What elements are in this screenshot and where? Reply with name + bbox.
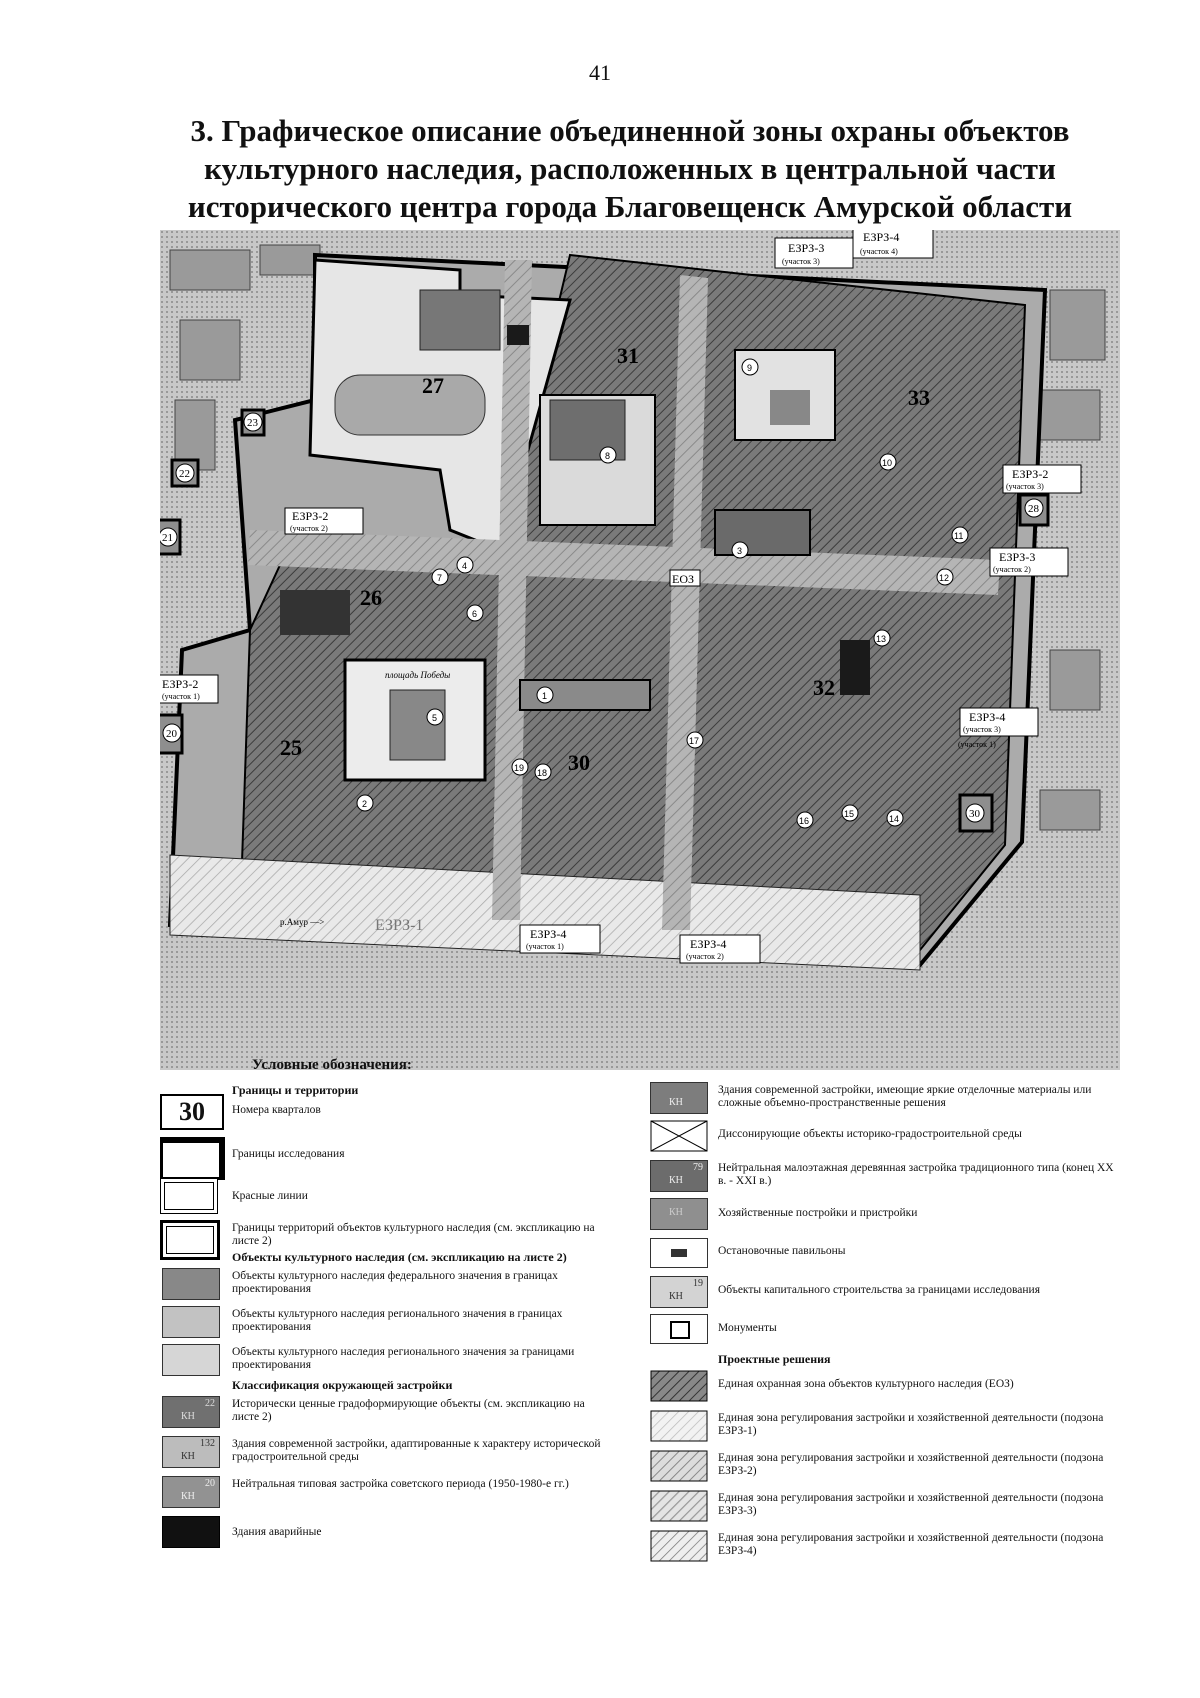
object-marker-18 [535,764,551,780]
object-marker-11 [952,527,968,543]
svg-text:16: 16 [799,816,810,826]
svg-text:7: 7 [437,573,443,583]
block-label-31: 31 [617,343,639,368]
legend-valuable: Исторически ценные градоформирующие объекты (см. экспликацию на листе 2) [232,1398,585,1424]
legend-neutral-soviet: Нейтральная типовая застройка советского периода (1950-1980-е гг.) [232,1478,569,1490]
legend-swatch-emergency [162,1516,220,1548]
svg-text:15: 15 [844,809,855,819]
legend-boundaries-heading: Границы и территории [232,1083,359,1097]
legend-swatch-monuments [650,1314,708,1344]
object-marker-17 [687,732,703,748]
emergency-building-1 [507,325,529,345]
legend-regional-outside: Объекты культурного наследия регионального значения за границами проектирования [232,1346,575,1372]
legend-swatch-neutral-wooden-num: 79 [693,1162,703,1173]
object-marker-10 [880,454,896,470]
zone-label-ezrz2-left2: ЕЗРЗ-2 [162,677,199,691]
page-number: 41 [589,60,611,85]
legend-title: Условные обозначения: [252,1057,412,1073]
title-line-2: культурного наследия, расположенных в центральной части [204,150,1056,186]
block-label-27: 27 [422,373,444,398]
zone-label-ezrz2-left-sub: (участок 2) [290,524,328,533]
page-title [170,112,1090,225]
object-marker-7 [432,569,448,585]
svg-text:4: 4 [462,561,468,571]
object-marker-8 [600,447,616,463]
object-marker-3 [732,542,748,558]
legend-swatch-red-lines [160,1178,218,1214]
legend-swatch-outside-capital-num: 19 [693,1278,703,1289]
legend-research-boundary: Границы исследования [232,1148,345,1160]
legend-ezrz4: Единая зона регулирования застройки и хозяйственной деятельности (подзона ЕЗРЗ-4) [718,1532,1104,1558]
legend-dissonant: Диссонирующие объекты историко-градостроительной среды [718,1128,1022,1140]
legend-swatch-regional-outside [162,1344,220,1376]
legend-swatch-neutral-soviet-num: 20 [205,1478,215,1489]
object-marker-13 [874,630,890,646]
block-label-30: 30 [568,750,590,775]
object-marker-5 [427,709,443,725]
legend-swatch-federal [162,1268,220,1300]
zone-label-ezrz4-top-sub: (участок 4) [860,247,898,256]
svg-text:18: 18 [537,768,548,778]
svg-text:19: 19 [514,763,525,773]
svg-text:12: 12 [939,573,950,583]
zone-label-ezrz3-top: ЕЗРЗ-3 [788,241,825,255]
legend-regional: Объекты культурного наследия регионального значения в границах проектирования [232,1308,563,1334]
zone-label-ezrz3-right: ЕЗРЗ-3 [999,550,1036,564]
outside-block-22: 22 [179,468,190,480]
legend-monuments: Монументы [718,1322,777,1334]
svg-text:3: 3 [737,546,743,556]
object-marker-2 [357,795,373,811]
legend-emergency: Здания аварийные [232,1526,322,1538]
object-marker-19 [512,759,528,775]
zone-label-ezrz3-right-sub: (участок 2) [993,565,1031,574]
legend-swatch-ezrz4 [650,1530,708,1562]
zone-label-ezrz4-top: ЕЗРЗ-4 [863,230,900,244]
legend-swatch-ezrz3 [650,1490,708,1522]
legend-ezrz2: Единая зона регулирования застройки и хозяйственной деятельности (подзона ЕЗРЗ-2) [718,1452,1104,1478]
legend-ezrz3: Единая зона регулирования застройки и хозяйственной деятельности (подзона ЕЗРЗ-3) [718,1492,1104,1518]
monument-icon [670,1321,690,1339]
legend-modern-bright: Здания современной застройки, имеющие яркие отделочные материалы или сложные объемно-пространственные решения [718,1084,1092,1110]
legend-project-heading: Проектные решения [718,1352,831,1366]
legend-bus-stops: Остановочные павильоны [718,1245,846,1257]
legend-swatch-valuable [162,1396,220,1428]
legend-swatch-outbuildings-kn: КН [669,1207,683,1218]
legend-eoz: Единая охранная зона объектов культурного наследия (ЕОЗ) [718,1378,1014,1390]
square-label: площадь Победы [385,670,451,680]
object-marker-9 [742,359,758,375]
svg-text:8: 8 [605,451,611,461]
legend-swatch-block-number: 30 [160,1094,224,1130]
zone-label-ezrz4-bottom1-sub: (участок 1) [526,942,564,951]
zone-label-ezrz2-left: ЕЗРЗ-2 [292,509,329,523]
zone-label-ezrz1: ЕЗРЗ-1 [375,917,424,934]
legend-swatch-outside-capital-kn: КН [669,1291,683,1302]
zone-label-ezrz3-top-sub: (участок 3) [782,257,820,266]
object-marker-6 [467,605,483,621]
emergency-building-2 [840,640,870,695]
legend-block-numbers: Номера кварталов [232,1104,321,1116]
legend-swatch-ezrz2 [650,1450,708,1482]
legend-adapted: Здания современной застройки, адаптированные к характеру исторической градостроительной среды [232,1438,601,1464]
legend-federal: Объекты культурного наследия федерального значения в границах проектирования [232,1270,558,1296]
svg-text:10: 10 [882,458,893,468]
legend-swatch-research-boundary [160,1137,225,1180]
legend-swatch-dissonant [650,1120,708,1152]
legend-swatch-valuable-kn: КН [181,1411,195,1422]
zone-label-ezrz3-right2-sub: (участок 1) [958,740,996,749]
zone-label-eoz: ЕОЗ [672,572,695,586]
outside-block-21: 21 [162,532,173,544]
svg-text:1: 1 [542,691,548,701]
legend-swatch-adapted [162,1436,220,1468]
svg-text:2: 2 [362,799,368,809]
object-marker-4 [457,557,473,573]
legend-swatch-outbuildings [650,1198,708,1230]
zone-label-ezrz4-bottom2: ЕЗРЗ-4 [690,937,727,951]
legend-heritage-territory: Границы территорий объектов культурного наследия (см. экспликацию на листе 2) [232,1222,595,1248]
dark-building-26 [280,590,350,635]
object-marker-1 [537,687,553,703]
svg-text:11: 11 [954,531,964,541]
object-9-building [770,390,810,425]
outside-block-30: 30 [969,808,980,820]
legend-swatch-neutral-wooden-kn: КН [669,1175,683,1186]
svg-text:6: 6 [472,609,478,619]
zone-label-ezrz4-bottom1: ЕЗРЗ-4 [530,927,567,941]
object-marker-12 [937,569,953,585]
zone-label-ezrz4-right: ЕЗРЗ-4 [969,710,1006,724]
building-nw [420,290,500,350]
zone-label-ezrz2-left2-sub: (участок 1) [162,692,200,701]
legend-swatch-regional [162,1306,220,1338]
river-label: р.Амур —> [280,917,325,927]
legend-swatch-ezrz1 [650,1410,708,1442]
block-label-26: 26 [360,585,382,610]
outside-block-28: 28 [1028,503,1039,515]
zone-label-ezrz2-right: ЕЗРЗ-2 [1012,467,1049,481]
title-line-1: 3. Графическое описание объединенной зоны охраны объектов [190,113,1070,148]
zone-label-ezrz2-right-sub: (участок 3) [1006,482,1044,491]
block-label-32: 32 [813,675,835,700]
zone-label-ezrz4-bottom2-sub: (участок 2) [686,952,724,961]
svg-text:14: 14 [889,814,900,824]
legend-swatch-modern-bright [650,1082,708,1114]
outside-block-20: 20 [166,728,177,740]
legend-swatch-adapted-num: 132 [200,1438,215,1449]
svg-text:5: 5 [432,713,438,723]
legend-ezrz1: Единая зона регулирования застройки и хозяйственной деятельности (подзона ЕЗРЗ-1) [718,1412,1104,1438]
object-3-building [715,510,810,555]
legend-swatch-bus-stops [650,1238,708,1268]
svg-text:9: 9 [747,363,753,373]
legend-neutral-wooden: Нейтральная малоэтажная деревянная застройка традиционного типа (конец XX в. - XXI в.) [718,1162,1114,1188]
object-marker-14 [887,810,903,826]
object-marker-16 [797,812,813,828]
legend-swatch-valuable-num: 22 [205,1398,215,1409]
legend-red-lines: Красные линии [232,1190,308,1202]
legend-swatch-neutral-soviet [162,1476,220,1508]
zone-label-ezrz4-right-sub: (участок 3) [963,725,1001,734]
zone-map [160,230,1120,1070]
legend-swatch-modern-bright-kn: КН [669,1097,683,1108]
bus-stop-icon [671,1249,687,1257]
svg-text:17: 17 [689,736,700,746]
block-label-25: 25 [280,735,302,760]
legend-outside-capital: Объекты капитального строительства за границами исследования [718,1284,1040,1296]
legend-classification-heading: Классификация окружающей застройки [232,1378,453,1392]
legend-swatch-neutral-wooden [650,1160,708,1192]
legend-swatch-adapted-kn: КН [181,1451,195,1462]
legend-swatch-neutral-soviet-kn: КН [181,1491,195,1502]
legend-swatch-eoz [650,1370,708,1402]
legend-outbuildings: Хозяйственные постройки и пристройки [718,1207,918,1219]
outside-block-23: 23 [247,417,258,429]
legend-heritage-heading: Объекты культурного наследия (см. экспликацию на листе 2) [232,1250,567,1264]
legend-swatch-outside-capital [650,1276,708,1308]
park-pond [335,375,485,435]
block-label-33: 33 [908,385,930,410]
title-line-3: исторического центра города Благовещенск Амурской области [187,188,1073,224]
legend-swatch-heritage-territory [160,1220,220,1260]
object-marker-15 [842,805,858,821]
svg-text:13: 13 [876,634,887,644]
